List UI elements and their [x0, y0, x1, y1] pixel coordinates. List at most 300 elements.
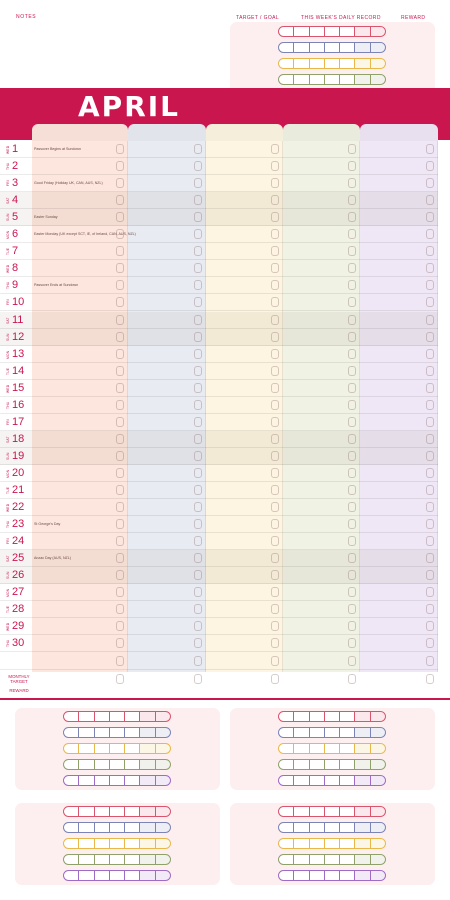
day-cell[interactable]: [371, 728, 385, 737]
check-hexagon[interactable]: [348, 638, 356, 648]
check-hexagon[interactable]: [271, 229, 279, 239]
day-cell[interactable]: [279, 776, 294, 785]
check-hexagon[interactable]: [271, 604, 279, 614]
day-cell[interactable]: [156, 744, 170, 753]
check-hexagon[interactable]: [348, 502, 356, 512]
day-cell[interactable]: [279, 728, 294, 737]
day-cell[interactable]: [110, 807, 125, 816]
day-cell[interactable]: [340, 776, 355, 785]
day-cell[interactable]: [325, 59, 340, 68]
day-cell[interactable]: [95, 728, 110, 737]
day-cell[interactable]: [140, 807, 155, 816]
day-cell[interactable]: [371, 744, 385, 753]
check-hexagon[interactable]: [194, 349, 202, 359]
day-cell[interactable]: [310, 776, 325, 785]
day-cell[interactable]: [371, 27, 385, 36]
check-hexagon[interactable]: [194, 315, 202, 325]
day-cell[interactable]: [279, 712, 294, 721]
check-hexagon[interactable]: [116, 417, 124, 427]
day-cell[interactable]: [371, 823, 385, 832]
day-cell[interactable]: [125, 776, 140, 785]
day-cell[interactable]: [294, 855, 309, 864]
check-hexagon[interactable]: [194, 383, 202, 393]
check-hexagon[interactable]: [271, 297, 279, 307]
check-hexagon[interactable]: [271, 587, 279, 597]
check-hexagon[interactable]: [348, 349, 356, 359]
check-hexagon[interactable]: [426, 349, 434, 359]
check-hexagon[interactable]: [194, 366, 202, 376]
check-hexagon[interactable]: [426, 417, 434, 427]
check-hexagon[interactable]: [271, 280, 279, 290]
check-hexagon[interactable]: [348, 246, 356, 256]
day-cell[interactable]: [95, 807, 110, 816]
daily-record-tracker[interactable]: [63, 711, 171, 722]
check-hexagon[interactable]: [116, 229, 124, 239]
check-hexagon[interactable]: [426, 656, 434, 666]
day-cell[interactable]: [110, 776, 125, 785]
day-cell[interactable]: [110, 871, 125, 880]
day-cell[interactable]: [371, 43, 385, 52]
check-hexagon[interactable]: [194, 451, 202, 461]
day-cell[interactable]: [64, 728, 79, 737]
daily-record-tracker[interactable]: [278, 42, 386, 53]
day-cell[interactable]: [95, 744, 110, 753]
check-hexagon[interactable]: [194, 519, 202, 529]
day-cell[interactable]: [294, 59, 309, 68]
daily-record-tracker[interactable]: [278, 58, 386, 69]
check-hexagon[interactable]: [271, 468, 279, 478]
check-hexagon[interactable]: [348, 536, 356, 546]
day-cell[interactable]: [340, 839, 355, 848]
day-cell[interactable]: [340, 871, 355, 880]
daily-record-tracker[interactable]: [63, 775, 171, 786]
check-hexagon[interactable]: [116, 212, 124, 222]
day-cell[interactable]: [310, 839, 325, 848]
day-cell[interactable]: [310, 855, 325, 864]
day-cell[interactable]: [340, 744, 355, 753]
day-cell[interactable]: [355, 59, 370, 68]
day-cell[interactable]: [279, 855, 294, 864]
check-hexagon[interactable]: [426, 178, 434, 188]
check-hexagon[interactable]: [348, 144, 356, 154]
check-hexagon[interactable]: [194, 212, 202, 222]
check-hexagon[interactable]: [426, 315, 434, 325]
day-cell[interactable]: [310, 75, 325, 84]
day-cell[interactable]: [140, 712, 155, 721]
day-cell[interactable]: [64, 855, 79, 864]
check-hexagon[interactable]: [426, 468, 434, 478]
check-hexagon[interactable]: [426, 263, 434, 273]
day-cell[interactable]: [156, 760, 170, 769]
day-cell[interactable]: [279, 27, 294, 36]
check-hexagon[interactable]: [426, 519, 434, 529]
check-hexagon[interactable]: [271, 656, 279, 666]
day-cell[interactable]: [294, 871, 309, 880]
check-hexagon[interactable]: [426, 621, 434, 631]
check-hexagon[interactable]: [271, 570, 279, 580]
day-cell[interactable]: [95, 776, 110, 785]
day-cell[interactable]: [325, 776, 340, 785]
day-cell[interactable]: [156, 728, 170, 737]
day-cell[interactable]: [340, 712, 355, 721]
check-hexagon[interactable]: [348, 621, 356, 631]
daily-record-tracker[interactable]: [63, 854, 171, 865]
daily-record-tracker[interactable]: [278, 727, 386, 738]
day-cell[interactable]: [140, 760, 155, 769]
day-cell[interactable]: [310, 807, 325, 816]
check-hexagon[interactable]: [271, 536, 279, 546]
check-hexagon[interactable]: [116, 570, 124, 580]
check-hexagon[interactable]: [426, 366, 434, 376]
check-hexagon[interactable]: [271, 161, 279, 171]
target-hexagon[interactable]: [348, 674, 356, 684]
check-hexagon[interactable]: [348, 417, 356, 427]
check-hexagon[interactable]: [194, 280, 202, 290]
check-hexagon[interactable]: [426, 570, 434, 580]
check-hexagon[interactable]: [271, 332, 279, 342]
day-cell[interactable]: [340, 728, 355, 737]
daily-record-tracker[interactable]: [278, 806, 386, 817]
day-cell[interactable]: [355, 839, 370, 848]
day-cell[interactable]: [110, 855, 125, 864]
day-cell[interactable]: [140, 728, 155, 737]
day-cell[interactable]: [125, 744, 140, 753]
check-hexagon[interactable]: [426, 434, 434, 444]
day-cell[interactable]: [325, 744, 340, 753]
check-hexagon[interactable]: [194, 195, 202, 205]
day-cell[interactable]: [79, 823, 94, 832]
check-hexagon[interactable]: [116, 638, 124, 648]
check-hexagon[interactable]: [271, 246, 279, 256]
day-cell[interactable]: [325, 712, 340, 721]
day-cell[interactable]: [294, 760, 309, 769]
day-cell[interactable]: [355, 75, 370, 84]
daily-record-tracker[interactable]: [63, 838, 171, 849]
day-cell[interactable]: [140, 776, 155, 785]
day-cell[interactable]: [355, 855, 370, 864]
check-hexagon[interactable]: [194, 553, 202, 563]
daily-record-tracker[interactable]: [63, 870, 171, 881]
check-hexagon[interactable]: [194, 570, 202, 580]
check-hexagon[interactable]: [271, 485, 279, 495]
check-hexagon[interactable]: [348, 315, 356, 325]
day-cell[interactable]: [64, 839, 79, 848]
day-cell[interactable]: [125, 760, 140, 769]
check-hexagon[interactable]: [194, 587, 202, 597]
day-cell[interactable]: [125, 839, 140, 848]
check-hexagon[interactable]: [116, 144, 124, 154]
check-hexagon[interactable]: [348, 604, 356, 614]
day-cell[interactable]: [310, 59, 325, 68]
day-cell[interactable]: [340, 59, 355, 68]
daily-record-tracker[interactable]: [278, 743, 386, 754]
day-cell[interactable]: [310, 712, 325, 721]
day-cell[interactable]: [156, 823, 170, 832]
day-cell[interactable]: [95, 823, 110, 832]
check-hexagon[interactable]: [116, 383, 124, 393]
column-header-4[interactable]: [283, 124, 360, 141]
day-cell[interactable]: [64, 744, 79, 753]
check-hexagon[interactable]: [194, 468, 202, 478]
check-hexagon[interactable]: [348, 332, 356, 342]
day-cell[interactable]: [279, 744, 294, 753]
day-cell[interactable]: [140, 823, 155, 832]
day-cell[interactable]: [140, 744, 155, 753]
check-hexagon[interactable]: [194, 161, 202, 171]
check-hexagon[interactable]: [348, 553, 356, 563]
day-cell[interactable]: [279, 839, 294, 848]
day-cell[interactable]: [156, 871, 170, 880]
day-cell[interactable]: [355, 712, 370, 721]
check-hexagon[interactable]: [348, 297, 356, 307]
day-cell[interactable]: [310, 744, 325, 753]
daily-record-tracker[interactable]: [63, 743, 171, 754]
day-cell[interactable]: [340, 855, 355, 864]
day-cell[interactable]: [340, 807, 355, 816]
check-hexagon[interactable]: [348, 383, 356, 393]
day-cell[interactable]: [355, 807, 370, 816]
day-cell[interactable]: [279, 871, 294, 880]
check-hexagon[interactable]: [426, 280, 434, 290]
check-hexagon[interactable]: [116, 280, 124, 290]
daily-record-tracker[interactable]: [278, 74, 386, 85]
day-cell[interactable]: [294, 27, 309, 36]
day-cell[interactable]: [110, 744, 125, 753]
check-hexagon[interactable]: [348, 519, 356, 529]
day-cell[interactable]: [371, 760, 385, 769]
check-hexagon[interactable]: [271, 621, 279, 631]
check-hexagon[interactable]: [194, 485, 202, 495]
check-hexagon[interactable]: [348, 451, 356, 461]
day-cell[interactable]: [64, 760, 79, 769]
day-cell[interactable]: [325, 839, 340, 848]
check-hexagon[interactable]: [426, 485, 434, 495]
check-hexagon[interactable]: [348, 400, 356, 410]
day-cell[interactable]: [340, 75, 355, 84]
day-cell[interactable]: [340, 27, 355, 36]
day-cell[interactable]: [355, 760, 370, 769]
day-cell[interactable]: [294, 712, 309, 721]
day-cell[interactable]: [95, 871, 110, 880]
check-hexagon[interactable]: [116, 604, 124, 614]
day-cell[interactable]: [279, 75, 294, 84]
check-hexagon[interactable]: [348, 570, 356, 580]
column-header-3[interactable]: [206, 124, 283, 141]
check-hexagon[interactable]: [348, 656, 356, 666]
check-hexagon[interactable]: [116, 161, 124, 171]
day-cell[interactable]: [125, 823, 140, 832]
day-cell[interactable]: [294, 776, 309, 785]
day-cell[interactable]: [310, 823, 325, 832]
day-cell[interactable]: [125, 855, 140, 864]
day-cell[interactable]: [110, 823, 125, 832]
day-cell[interactable]: [79, 855, 94, 864]
check-hexagon[interactable]: [116, 502, 124, 512]
check-hexagon[interactable]: [348, 263, 356, 273]
check-hexagon[interactable]: [116, 246, 124, 256]
day-cell[interactable]: [95, 760, 110, 769]
check-hexagon[interactable]: [271, 400, 279, 410]
day-cell[interactable]: [110, 728, 125, 737]
day-cell[interactable]: [79, 760, 94, 769]
day-cell[interactable]: [79, 871, 94, 880]
day-cell[interactable]: [310, 728, 325, 737]
column-header-5[interactable]: [360, 124, 438, 141]
check-hexagon[interactable]: [271, 434, 279, 444]
check-hexagon[interactable]: [426, 638, 434, 648]
check-hexagon[interactable]: [426, 144, 434, 154]
check-hexagon[interactable]: [348, 587, 356, 597]
check-hexagon[interactable]: [426, 161, 434, 171]
day-cell[interactable]: [340, 760, 355, 769]
check-hexagon[interactable]: [348, 161, 356, 171]
day-cell[interactable]: [294, 839, 309, 848]
check-hexagon[interactable]: [116, 656, 124, 666]
day-cell[interactable]: [64, 712, 79, 721]
check-hexagon[interactable]: [194, 178, 202, 188]
daily-record-tracker[interactable]: [278, 838, 386, 849]
check-hexagon[interactable]: [271, 451, 279, 461]
check-hexagon[interactable]: [426, 246, 434, 256]
check-hexagon[interactable]: [194, 417, 202, 427]
day-cell[interactable]: [156, 807, 170, 816]
check-hexagon[interactable]: [194, 502, 202, 512]
check-hexagon[interactable]: [194, 229, 202, 239]
day-cell[interactable]: [279, 807, 294, 816]
day-cell[interactable]: [279, 59, 294, 68]
check-hexagon[interactable]: [271, 366, 279, 376]
check-hexagon[interactable]: [348, 468, 356, 478]
day-cell[interactable]: [79, 839, 94, 848]
check-hexagon[interactable]: [271, 315, 279, 325]
check-hexagon[interactable]: [348, 280, 356, 290]
day-cell[interactable]: [294, 43, 309, 52]
daily-record-tracker[interactable]: [63, 822, 171, 833]
check-hexagon[interactable]: [271, 212, 279, 222]
day-cell[interactable]: [125, 712, 140, 721]
check-hexagon[interactable]: [348, 212, 356, 222]
day-cell[interactable]: [294, 75, 309, 84]
daily-record-tracker[interactable]: [278, 711, 386, 722]
check-hexagon[interactable]: [348, 485, 356, 495]
check-hexagon[interactable]: [194, 536, 202, 546]
day-cell[interactable]: [125, 871, 140, 880]
day-cell[interactable]: [325, 807, 340, 816]
check-hexagon[interactable]: [348, 366, 356, 376]
check-hexagon[interactable]: [271, 178, 279, 188]
check-hexagon[interactable]: [194, 144, 202, 154]
check-hexagon[interactable]: [116, 587, 124, 597]
day-cell[interactable]: [294, 807, 309, 816]
day-cell[interactable]: [156, 712, 170, 721]
day-cell[interactable]: [95, 855, 110, 864]
check-hexagon[interactable]: [116, 297, 124, 307]
day-cell[interactable]: [279, 823, 294, 832]
check-hexagon[interactable]: [426, 451, 434, 461]
target-hexagon[interactable]: [194, 674, 202, 684]
check-hexagon[interactable]: [271, 349, 279, 359]
check-hexagon[interactable]: [426, 383, 434, 393]
check-hexagon[interactable]: [116, 553, 124, 563]
day-cell[interactable]: [371, 712, 385, 721]
day-cell[interactable]: [79, 776, 94, 785]
check-hexagon[interactable]: [194, 332, 202, 342]
daily-record-tracker[interactable]: [278, 870, 386, 881]
check-hexagon[interactable]: [426, 297, 434, 307]
check-hexagon[interactable]: [116, 485, 124, 495]
check-hexagon[interactable]: [116, 349, 124, 359]
day-cell[interactable]: [310, 760, 325, 769]
day-cell[interactable]: [310, 43, 325, 52]
check-hexagon[interactable]: [271, 417, 279, 427]
check-hexagon[interactable]: [116, 468, 124, 478]
check-hexagon[interactable]: [271, 638, 279, 648]
day-cell[interactable]: [355, 728, 370, 737]
day-cell[interactable]: [110, 712, 125, 721]
check-hexagon[interactable]: [271, 263, 279, 273]
check-hexagon[interactable]: [426, 553, 434, 563]
check-hexagon[interactable]: [271, 383, 279, 393]
day-cell[interactable]: [371, 807, 385, 816]
check-hexagon[interactable]: [426, 229, 434, 239]
check-hexagon[interactable]: [194, 638, 202, 648]
day-cell[interactable]: [279, 760, 294, 769]
daily-record-tracker[interactable]: [63, 759, 171, 770]
day-cell[interactable]: [371, 839, 385, 848]
day-cell[interactable]: [156, 855, 170, 864]
check-hexagon[interactable]: [426, 604, 434, 614]
check-hexagon[interactable]: [271, 195, 279, 205]
day-cell[interactable]: [64, 807, 79, 816]
day-cell[interactable]: [64, 871, 79, 880]
day-cell[interactable]: [371, 75, 385, 84]
day-cell[interactable]: [95, 712, 110, 721]
day-cell[interactable]: [64, 823, 79, 832]
check-hexagon[interactable]: [116, 519, 124, 529]
day-cell[interactable]: [294, 744, 309, 753]
day-cell[interactable]: [140, 855, 155, 864]
daily-record-tracker[interactable]: [63, 727, 171, 738]
check-hexagon[interactable]: [116, 536, 124, 546]
column-header-2[interactable]: [128, 124, 206, 141]
day-cell[interactable]: [325, 728, 340, 737]
daily-record-tracker[interactable]: [278, 822, 386, 833]
check-hexagon[interactable]: [194, 400, 202, 410]
day-cell[interactable]: [340, 43, 355, 52]
check-hexagon[interactable]: [426, 536, 434, 546]
day-cell[interactable]: [140, 839, 155, 848]
day-cell[interactable]: [325, 27, 340, 36]
check-hexagon[interactable]: [271, 502, 279, 512]
day-cell[interactable]: [355, 27, 370, 36]
day-cell[interactable]: [325, 871, 340, 880]
daily-record-tracker[interactable]: [278, 775, 386, 786]
day-cell[interactable]: [110, 839, 125, 848]
check-hexagon[interactable]: [194, 246, 202, 256]
day-cell[interactable]: [355, 871, 370, 880]
check-hexagon[interactable]: [426, 502, 434, 512]
check-hexagon[interactable]: [194, 297, 202, 307]
check-hexagon[interactable]: [116, 263, 124, 273]
check-hexagon[interactable]: [116, 400, 124, 410]
check-hexagon[interactable]: [271, 553, 279, 563]
check-hexagon[interactable]: [271, 144, 279, 154]
check-hexagon[interactable]: [116, 366, 124, 376]
day-cell[interactable]: [110, 760, 125, 769]
day-cell[interactable]: [325, 823, 340, 832]
target-hexagon[interactable]: [116, 674, 124, 684]
day-cell[interactable]: [95, 839, 110, 848]
